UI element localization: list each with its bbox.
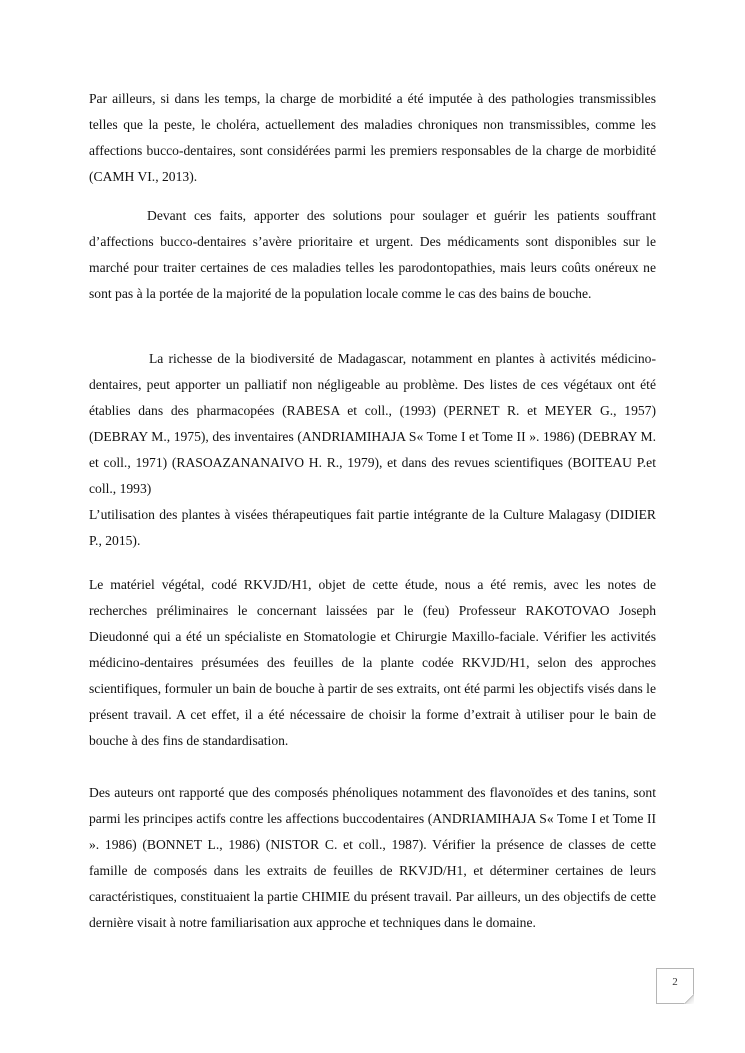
paragraph-malagasy-culture: L’utilisation des plantes à visées thérapeutiques fait partie intégrante de la Culture Malagasy (DIDIER P., 2015).	[89, 507, 656, 548]
page-number-badge	[656, 968, 694, 1004]
paragraph-morbidity: Par ailleurs, si dans les temps, la charge de morbidité a été imputée à des pathologies transmissibles telles que la peste, le choléra, actuellement des maladies chroniques non transmissibles, comme les affections bucco-dentaires, sont considérées parmi les premiers responsables de la charge de morbidité (CAMH VI., 2013).	[89, 91, 656, 184]
paragraph-plant-material: Le matériel végétal, codé RKVJD/H1, objet de cette étude, nous a été remis, avec les notes de recherches préliminaires le concernant laissées par le (feu) Professeur RAKOTOVAO Joseph Dieudonné qui a été un spécialiste en Stomatologie et Chirurgie Maxillo-faciale. Vérifier les activités médicino-dentaires présumées des feuilles de la plante codée RKVJD/H1, selon des approches scientifiques, formuler un bain de bouche à partir de ses extraits, ont été parmi les objectifs visés dans le présent travail. A cet effet, il a été nécessaire de choisir la forme d’extrait à utiliser pour le bain de bouche à des fins de standardisation.	[89, 577, 656, 748]
paragraph-biodiversity: La richesse de la biodiversité de Madagascar, notamment en plantes à activités médicino-dentaires, peut apporter un palliatif non négligeable au problème. Des listes de ces végétaux ont été établies dans des pharmacopées (RABESA et coll., (1993) (PERNET R. et MEYER G., 1957) (DEBRAY M., 1975), des inventaires (ANDRIAMIHAJA S« Tome I et Tome II ». 1986) (DEBRAY M. et coll., 1971) (RASOAZANANAIVO H. R., 1979), et dans des revues scientifiques (BOITEAU P.et coll., 1993)	[89, 351, 656, 496]
page-fold-corner	[684, 994, 694, 1004]
paragraph-solutions: Devant ces faits, apporter des solutions pour soulager et guérir les patients souffrant d’affections bucco-dentaires s’avère prioritaire et urgent. Des médicaments sont disponibles sur le marché pour traiter certaines de ces maladies telles les parodontopathies, mais leurs coûts onéreux ne sont pas à la portée de la majorité de la population locale comme le cas des bains de bouche.	[89, 208, 656, 301]
page-number: 2	[672, 976, 678, 988]
paragraph-phenolic-compounds: Des auteurs ont rapporté que des composés phénoliques notamment des flavonoïdes et des tanins, sont parmi les principes actifs contre les affections buccodentaires (ANDRIAMIHAJA S« Tome I et Tome II ». 1986) (BONNET L., 1986) (NISTOR C. et coll., 1987). Vérifier la présence de classes de cette famille de composés dans les extraits de feuilles de RKVJD/H1, et déterminer certaines de leurs caractéristiques, constituaient la partie CHIMIE du présent travail. Par ailleurs, un des objectifs de cette dernière visait à notre familiarisation aux approche et techniques dans le domaine.	[89, 785, 656, 930]
